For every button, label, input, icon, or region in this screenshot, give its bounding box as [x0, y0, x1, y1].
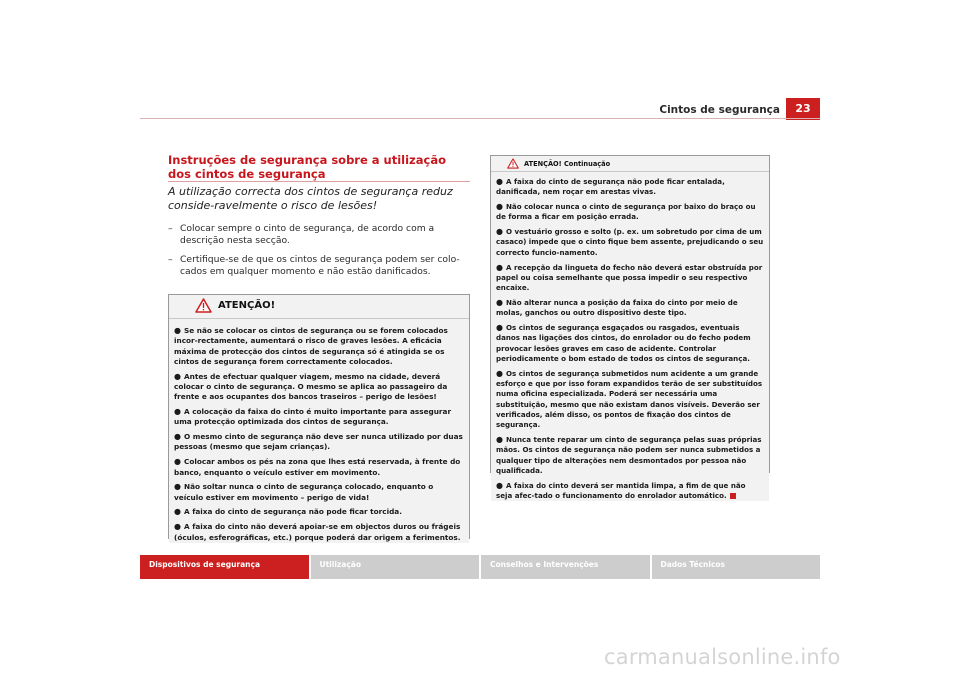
- warning-box: [168, 294, 470, 542]
- chapter-title: Cintos de segurança: [659, 104, 780, 116]
- warning-item: ● Não soltar nunca o cinto de segurança colocado, enquanto o veículo estiver em movimento – perigo de vida!: [174, 482, 434, 502]
- warning-title: ATENÇÃO!: [218, 300, 276, 311]
- warning-item: ● Os cintos de segurança submetidos num acidente a um grande esforço e que por isso foram expandidos terão de ser substituídos numa oficina especializada. Poderá ser necessária uma substituição, mesmo que não existam danos visíveis. Deverão ser verificados, além disso, os pontos de fixação dos cintos de segurança.: [496, 368, 763, 430]
- section-title-divider: [168, 181, 470, 182]
- section-lead: A utilização correcta dos cintos de segurança reduz conside-ravelmente o risco de lesões!: [168, 185, 453, 212]
- watermark: carmanualsonline.info: [604, 645, 841, 669]
- warning-item: ● Antes de efectuar qualquer viagem, mesmo na cidade, deverá colocar o cinto de segurança. O mesmo se aplica ao passageiro da frente e aos ocupantes dos bancos traseiros – perigo de lesões!: [174, 371, 448, 402]
- section-title: Instruções de segurança sobre a utilização dos cintos de segurança: [168, 153, 446, 181]
- warning-item: ● A recepção da lingueta do fecho não deverá estar obstruída por papel ou coisa semelhante que possa impedir o seu respectivo encaixe.: [496, 262, 763, 293]
- warning-item: ● Não alterar nunca a posição da faixa do cinto por meio de molas, ganchos ou outro dispositivo deste tipo.: [496, 297, 738, 318]
- tab-utilizacao[interactable]: Utilização: [311, 555, 480, 579]
- warning-item: ● A faixa do cinto de segurança não pode ficar entalada, danificada, nem roçar em arestas vivas.: [496, 177, 725, 197]
- tab-dados-tecnicos[interactable]: Dados Técnicos: [652, 555, 821, 579]
- warning-header: [169, 295, 469, 316]
- tab-dispositivos-de-seguranca[interactable]: Dispositivos de segurança: [140, 555, 309, 579]
- warning-item: ● Colocar ambos os pés na zona que lhes está reservada, à frente do banco, enquanto o veículo estiver em movimento.: [174, 457, 461, 477]
- tab-conselhos-e-intervencoes[interactable]: Conselhos e Intervenções: [481, 555, 650, 579]
- warning-triangle-icon: [195, 298, 212, 313]
- instruction-item: – Colocar sempre o cinto de segurança, de acordo com a descrição nesta secção.: [168, 223, 435, 246]
- warning-continuation-list: [496, 177, 764, 501]
- warning-item: ● A faixa do cinto deverá ser mantida limpa, a fim de que não seja afec-tado o funcionamento do enrolador automático.: [496, 480, 746, 501]
- warning-item: ● Não colocar nunca o cinto de segurança por baixo do braço ou de forma a ficar em posição errada.: [496, 202, 756, 222]
- warning-item: ● A faixa do cinto de segurança não pode ficar torcida.: [174, 507, 402, 517]
- end-of-section-marker-icon: [730, 493, 736, 499]
- instruction-item: – Certifique-se de que os cintos de segurança podem ser colo-cados em qualquer momento e não estão danificados.: [168, 254, 460, 277]
- warning-item: ● Os cintos de segurança esgaçados ou rasgados, eventuais danos nas ligações dos cintos, do enrolador ou do fecho podem provocar lesões graves em caso de acidente. Controlar periodicamente o bom estado de todos os cintos de segurança.: [496, 323, 751, 363]
- warning-item: ● O mesmo cinto de segurança não deve ser nunca utilizado por duas pessoas (mesmo que sejam crianças).: [174, 432, 463, 452]
- warning-continuation-box: [490, 155, 770, 501]
- header-divider: [140, 118, 820, 119]
- warning-item: ● A colocação da faixa do cinto é muito importante para assegurar uma protecção optimizada dos cintos de segurança.: [174, 407, 452, 427]
- warning-item: ● Se não se colocar os cintos de segurança ou se forem colocados incor-rectamente, aumentará o risco de graves lesões. A eficácia máxima de protecção dos cintos de segurança só é atingida se os cintos de segurança forem correctamente colocados.: [174, 326, 448, 366]
- warning-list: [174, 319, 464, 543]
- warning-continuation-header: [491, 156, 769, 172]
- instruction-list: [168, 223, 470, 285]
- warning-body: [169, 318, 469, 543]
- page-number-badge: 23: [786, 98, 820, 120]
- warning-item: ● O vestuário grosso e solto (p. ex. um sobretudo por cima de um casaco) impede que o cinto fique bem assente, prejudicando o seu correcto funcio-namento.: [496, 227, 764, 257]
- footer-navigation: [140, 555, 820, 579]
- warning-item: ● Nunca tente reparar um cinto de segurança pelas suas próprias mãos. Os cintos de segurança não podem ser nunca submetidos a qualquer tipo de alterações nem desmontados por pessoa não qualificada.: [496, 435, 762, 475]
- warning-continuation-body: [491, 172, 769, 501]
- warning-item: ● A faixa do cinto não deverá apoiar-se em objectos duros ou frágeis (óculos, esferográficas, etc.) porque poderá dar origem a ferimentos.: [174, 522, 461, 542]
- warning-triangle-icon: [507, 158, 519, 169]
- warning-continuation-title: ATENÇÃO! Continuação: [524, 159, 611, 168]
